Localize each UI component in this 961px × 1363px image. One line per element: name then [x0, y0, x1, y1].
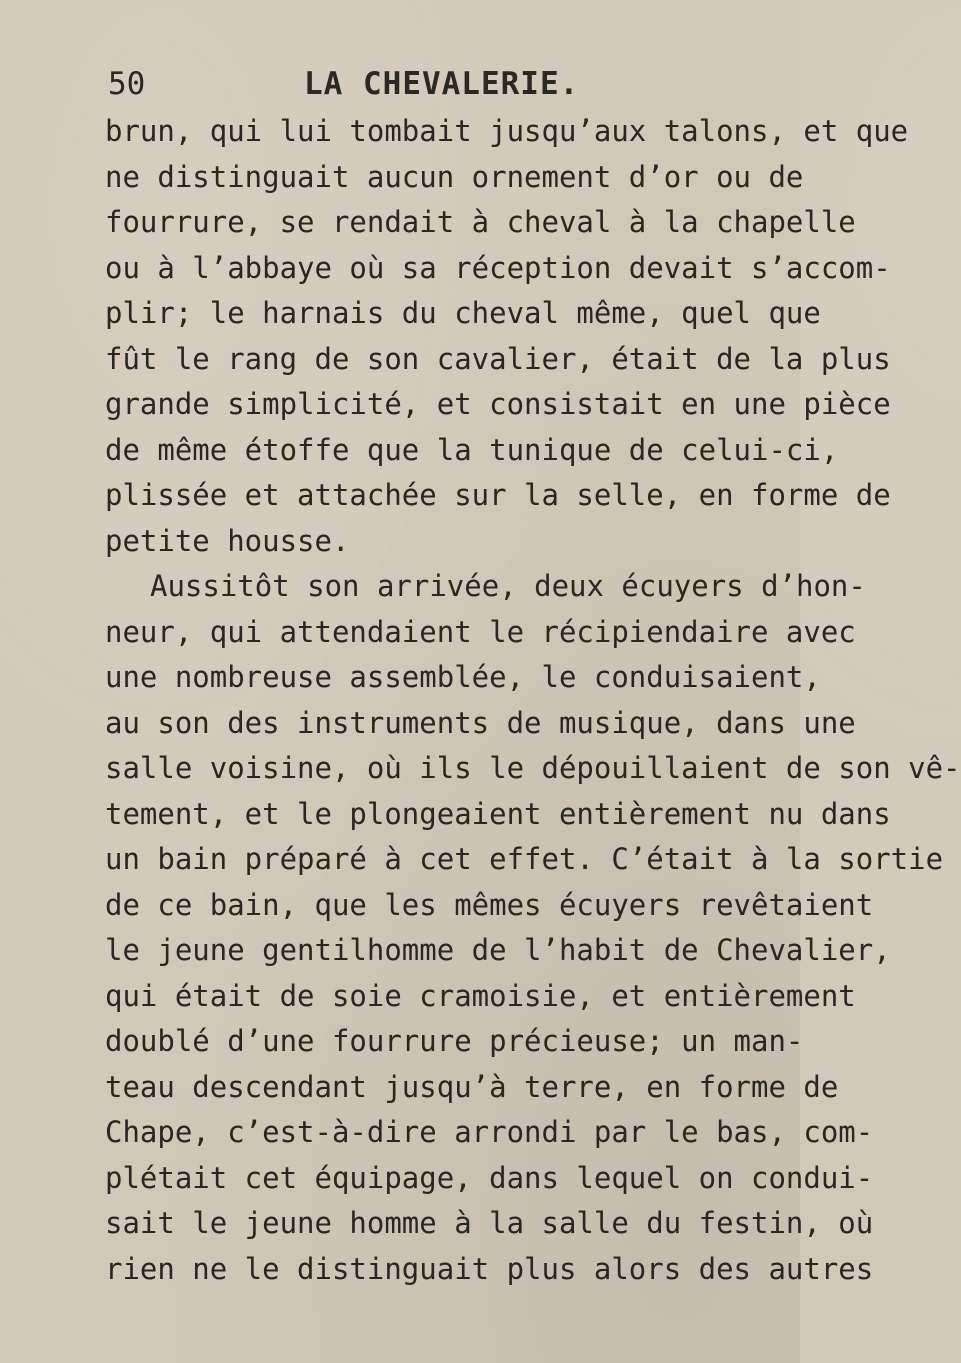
running-title: LA CHEVALERIE. [304, 66, 580, 102]
text-line: au son des instruments de musique, dans une [105, 705, 856, 740]
text-line: plir; le harnais du cheval même, quel que [105, 296, 821, 330]
text-line: de ce bain, que les mêmes écuyers revêtaient [105, 887, 874, 922]
text-line: ne distinguait aucun ornement d’or ou de [105, 159, 804, 194]
text-line: grande simplicité, et consistait en une pièce [105, 387, 891, 421]
text-line: Chape, c’est-à-dire arrondi par le bas, com- [105, 1115, 874, 1149]
text-line: fourrure, se rendait à cheval à la chapelle [105, 205, 856, 239]
text-line: plissée et attachée sur la selle, en forme de [105, 478, 891, 512]
text-line: ou à l’abbaye où sa réception devait s’accom- [105, 250, 891, 285]
text-line: neur, qui attendaient le récipiendaire avec [105, 614, 856, 649]
page-number: 50 [108, 66, 146, 102]
paragraph-1 [105, 109, 909, 564]
text-line: doublé d’une fourrure précieuse; un man- [105, 1024, 804, 1058]
text-line: tement, et le plongeaient entièrement nu dans [105, 796, 891, 831]
text-line: brun, qui lui tombait jusqu’aux talons, et que [105, 114, 909, 148]
paragraph-2 [105, 564, 961, 1292]
text-line: le jeune gentilhomme de l’habit de Chevalier, [105, 933, 891, 967]
text-line: qui était de soie cramoisie, et entièrement [105, 978, 856, 1013]
text-line: Aussitôt son arrivée, deux écuyers d’hon- [150, 569, 866, 603]
text-line: plétait cet équipage, dans lequel on condui- [105, 1160, 874, 1195]
running-head [108, 62, 730, 106]
text-line: petite housse. [105, 523, 350, 558]
body-text [105, 109, 961, 1292]
text-line: un bain préparé à cet effet. C’était à la sortie [105, 842, 944, 876]
text-line: rien ne le distinguait plus alors des autres [105, 1251, 874, 1286]
text-line: fût le rang de son cavalier, était de la plus [105, 341, 891, 376]
text-line: de même étoffe que la tunique de celui-ci, [105, 432, 839, 467]
text-line: une nombreuse assemblée, le conduisaient, [105, 660, 821, 694]
text-line: sait le jeune homme à la salle du festin, où [105, 1206, 874, 1240]
text-line: salle voisine, où ils le dépouillaient de son vê- [105, 751, 961, 785]
text-line: teau descendant jusqu’à terre, en forme de [105, 1069, 839, 1104]
